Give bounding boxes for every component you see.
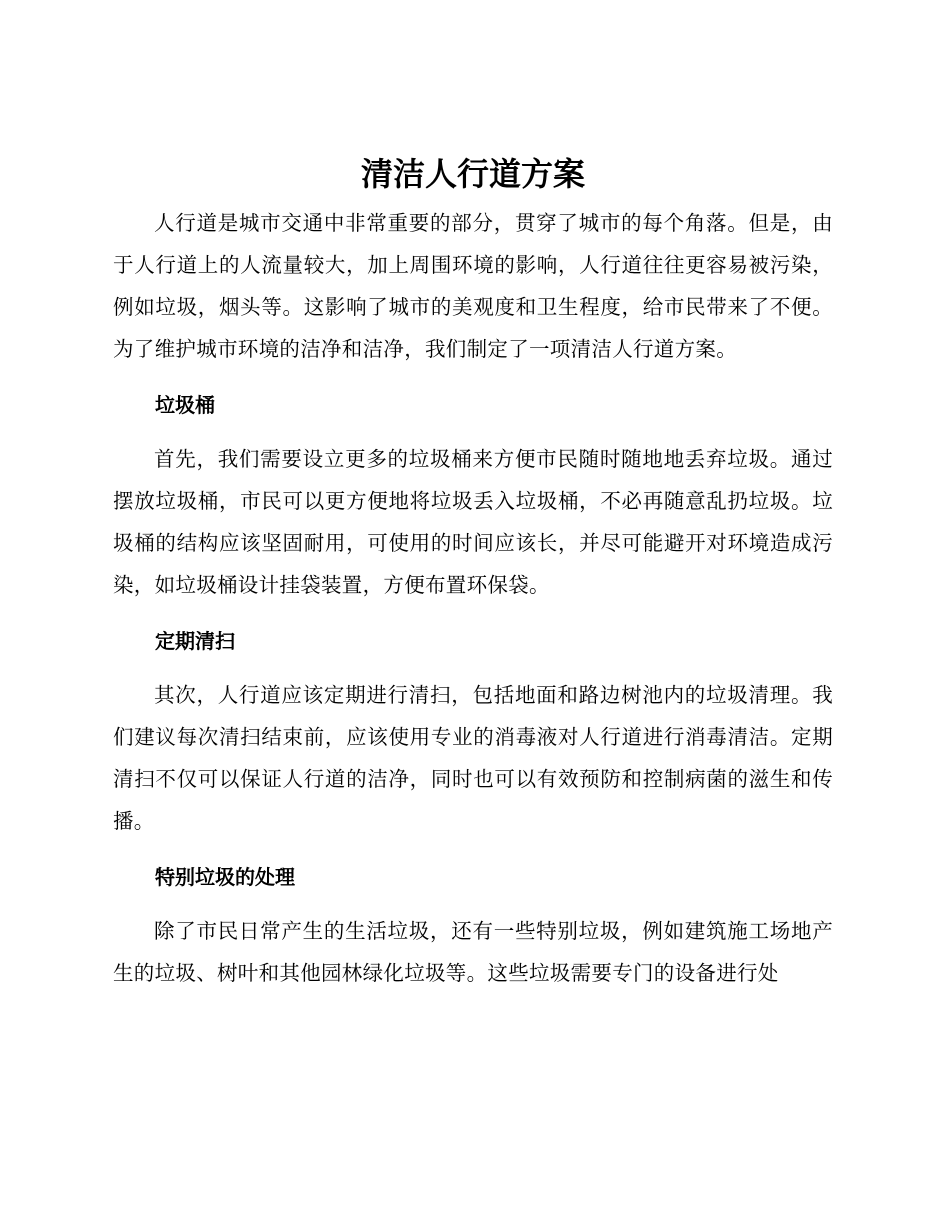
spacer xyxy=(113,662,833,674)
spacer xyxy=(113,426,833,438)
spacer xyxy=(113,898,833,910)
spacer xyxy=(113,606,833,620)
intro-paragraph: 人行道是城市交通中非常重要的部分，贯穿了城市的每个角落。但是，由于人行道上的人流量较大，加上周围环境的影响，人行道往往更容易被污染，例如垃圾，烟头等。这影响了城市的美观度和卫生程度，给市民带来了不便。为了维护城市环境的洁净和洁净，我们制定了一项清洁人行道方案。 xyxy=(113,211,833,361)
section-paragraph-regular-cleaning: 其次，人行道应该定期进行清扫，包括地面和路边树池内的垃圾清理。我们建议每次清扫结束前，应该使用专业的消毒液对人行道进行消毒清洁。定期清扫不仅可以保证人行道的洁净，同时也可以有效预防和控制病菌的滋生和传播。 xyxy=(113,683,833,833)
section-heading-regular-cleaning: 定期清扫 xyxy=(155,629,235,653)
spacer xyxy=(113,370,833,384)
section-heading-trash-bins: 垃圾桶 xyxy=(155,393,215,417)
spacer xyxy=(113,842,833,856)
document-title: 清洁人行道方案 xyxy=(360,155,585,193)
section-paragraph-trash-bins: 首先，我们需要设立更多的垃圾桶来方便市民随时随地地丢弃垃圾。通过摆放垃圾桶，市民可以更方便地将垃圾丢入垃圾桶，不必再随意乱扔垃圾。垃圾桶的结构应该坚固耐用，可使用的时间应该长，并尽可能避开对环境造成污染，如垃圾桶设计挂袋装置，方便布置环保袋。 xyxy=(113,447,833,597)
section-heading-special-waste: 特别垃圾的处理 xyxy=(155,865,295,889)
document-page xyxy=(113,146,833,994)
section-paragraph-special-waste: 除了市民日常产生的生活垃圾，还有一些特别垃圾，例如建筑施工场地产生的垃圾、树叶和其他园林绿化垃圾等。这些垃圾需要专门的设备进行处 xyxy=(113,919,833,985)
